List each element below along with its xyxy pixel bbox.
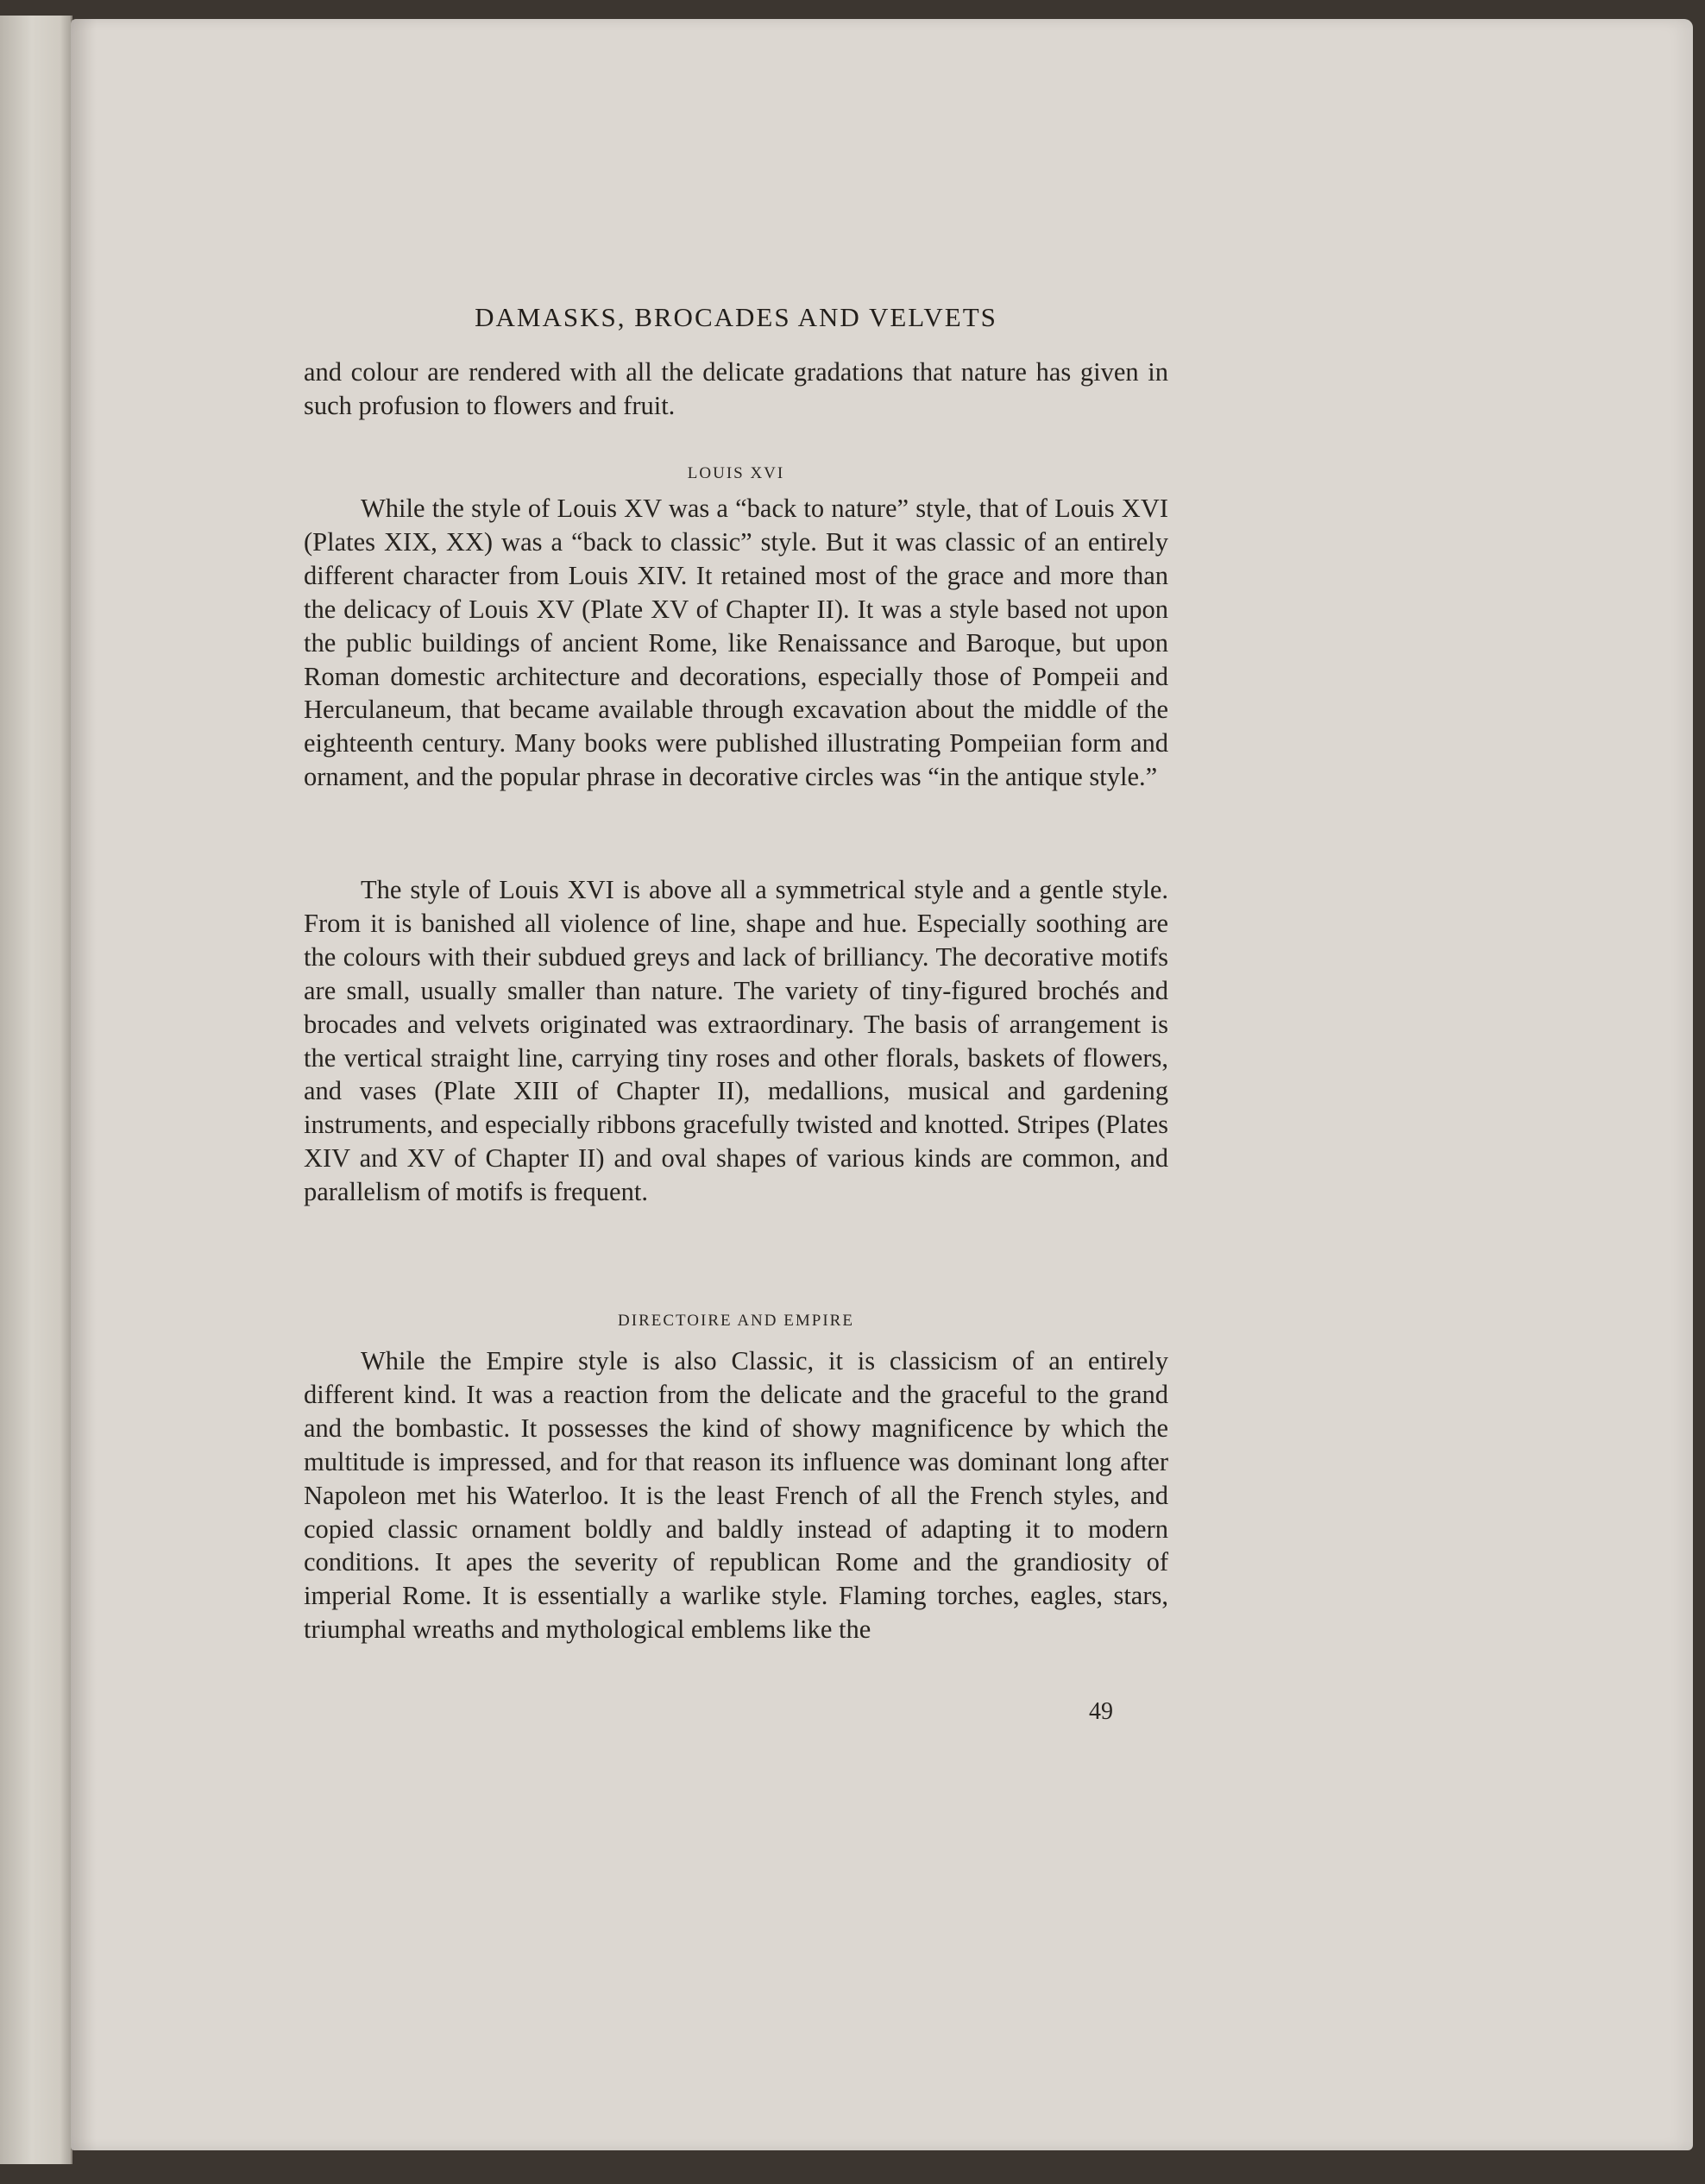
running-head: DAMASKS, BROCADES AND VELVETS — [475, 302, 997, 332]
louis-xvi-paragraph-2: The style of Louis XVI is above all a symmetrical style and a gentle style. From it is banished all violence of line, shape and hue. Especially soothing are the colours with their subdued greys and lack of brilliancy. The decorative motifs are small, usually smaller than nature. The variety of tiny-figured brochés and brocades and velvets originated was extraordinary. The basis of arrangement is the vertical straight line, carrying tiny roses and other florals, baskets of flowers, and vases (Plate XIII of Chapter II), medallions, musical and gardening instruments, and especially ribbons gracefully twisted and knotted. Stripes (Plates XIV and XV of Chapter II) and oval shapes of various kinds are common, and parallelism of motifs is frequent. — [304, 875, 1168, 1207]
page-number: 49 — [1089, 1698, 1113, 1725]
louis-xvi-paragraph-1: While the style of Louis XV was a “back to nature” style, that of Louis XVI (Plates XIX, XX) was a “back to classic” style. But it was classic of an entirely different character from Louis XIV. It retained most of the grace and more than the delicacy of Louis XV (Plate XV of Chapter II). It was a style based not upon the public buildings of ancient Rome, like Renaissance and Baroque, but upon Roman domestic architecture and decorations, especially those of Pompeii and Herculaneum, that became available through excavation about the middle of the eighteenth century. Many books were published illustrating Pompeiian form and ornament, and the popular phrase in decorative circles was “in the antique style.” — [304, 494, 1168, 792]
directoire-paragraph-1: While the Empire style is also Classic, it is classicism of an entirely different kind. It was a reaction from the delicate and the graceful to the grand and the bombastic. It possesses the kind of showy magnificence by which the multitude is impressed, and for that reason its influence was dominant long after Napoleon met his Waterloo. It is the least French of all the French styles, and copied classic ornament boldly and baldly instead of adapting it to modern conditions. It apes the severity of republican Rome and the grandiosity of imperial Rome. It is essentially a warlike style. Flaming torches, eagles, stars, triumphal wreaths and mythological emblems like the — [304, 1346, 1168, 1645]
left-page-edge — [0, 16, 72, 2164]
section-heading-directoire-empire: DIRECTOIRE AND EMPIRE — [618, 1312, 854, 1330]
section-heading-louis-xvi: LOUIS XVI — [687, 464, 785, 482]
intro-paragraph: and colour are rendered with all the delicate gradations that nature has given in such profusion to flowers and fruit. — [304, 357, 1168, 420]
